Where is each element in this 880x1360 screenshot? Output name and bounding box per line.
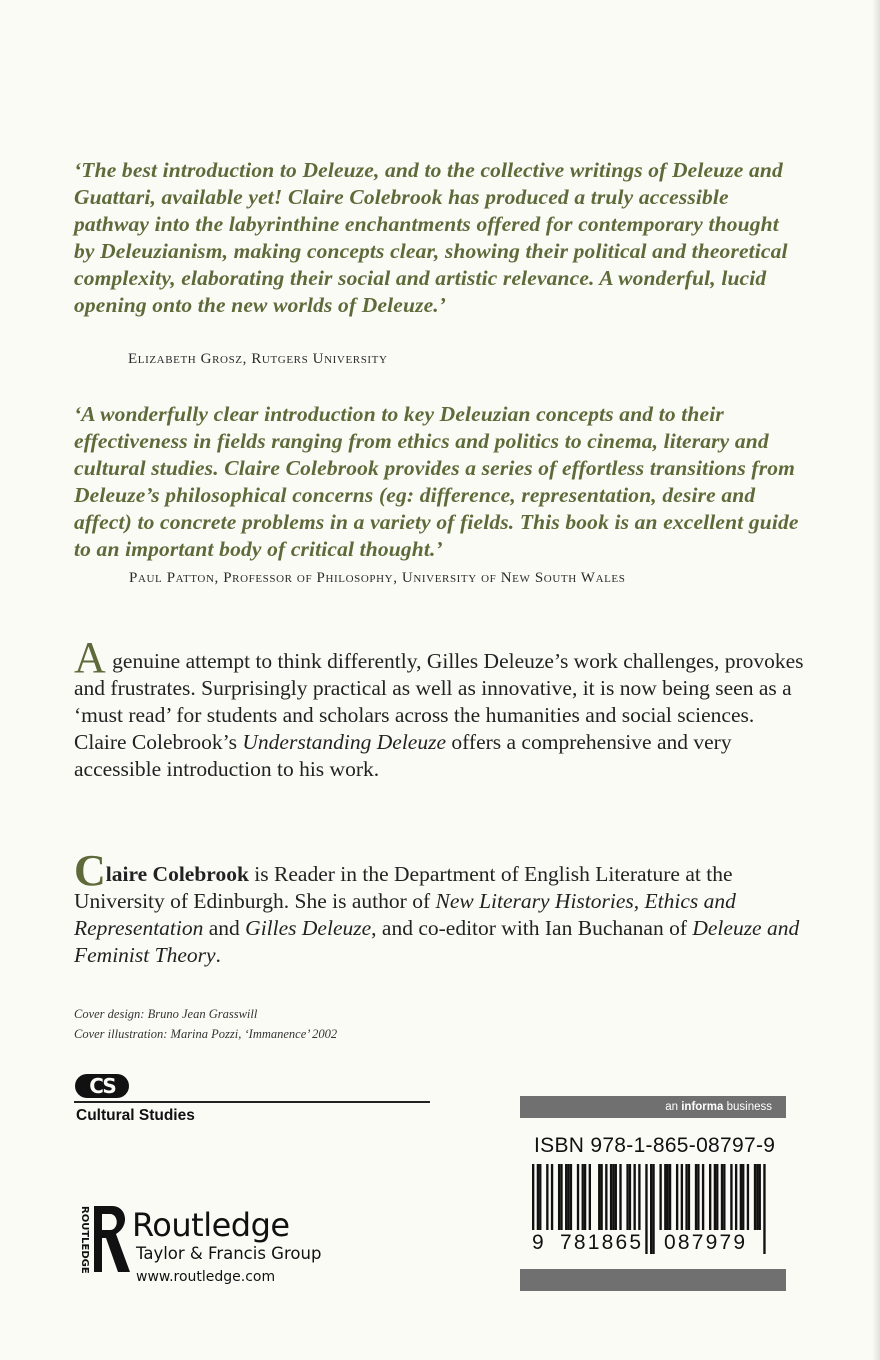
cs-logo-text: CS [89, 1074, 115, 1098]
barcode-bar [714, 1164, 716, 1230]
barcode-digit-first: 9 [532, 1231, 546, 1254]
review-attribution-1: Elizabeth Grosz, Rutgers University [128, 351, 388, 367]
author-name [74, 846, 249, 895]
blurb-text-1: genuine attempt to think differently, Gilles Deleuze’s work challenges, provokes and frustrates. Surprisingly practical as well as innovative, it is now being seen as a ‘must read’ for students and scholars across the humanities and social sciences. Claire Colebrook’s [74, 649, 804, 754]
barcode-bar [539, 1164, 541, 1230]
bio-text-3: , and co-editor with Ian Buchanan of [371, 916, 693, 940]
publisher-url: www.routledge.com [136, 1269, 276, 1285]
barcode-bar [676, 1164, 678, 1230]
barcode-bar [756, 1164, 758, 1230]
barcode-bar [659, 1164, 661, 1230]
publisher-group: Taylor & Francis Group [136, 1244, 322, 1263]
barcode-bar [577, 1164, 579, 1230]
blurb-book-title: Understanding Deleuze [242, 730, 447, 754]
barcode-bar [742, 1164, 744, 1230]
barcode-bar [582, 1164, 584, 1230]
barcode-bar [612, 1164, 614, 1230]
barcode-bar [629, 1164, 631, 1230]
barcode-bar [740, 1164, 742, 1230]
barcode-bar [667, 1164, 669, 1230]
series-label: Cultural Studies [76, 1107, 195, 1124]
page-edge-shadow [872, 0, 880, 1360]
bio-book-3: Deleuze and Feminist Theory [74, 916, 800, 967]
barcode-bar [759, 1164, 761, 1230]
barcode-bar [605, 1164, 607, 1230]
barcode-bar [685, 1164, 687, 1230]
bio-text-4: . [215, 943, 221, 967]
barcode-bar [702, 1164, 704, 1230]
barcode-bar [615, 1164, 617, 1230]
barcode-bar [551, 1164, 553, 1230]
barcode-bar [600, 1164, 602, 1230]
barcode-bar [645, 1164, 647, 1254]
barcode-bar [723, 1164, 725, 1230]
author-name-rest: laire Colebrook [105, 862, 249, 886]
bio-text-1: is Reader in the Department of English Literature at the University of Edinburgh. She is author of [74, 862, 733, 913]
review-attribution-2: Paul Patton, Professor of Philosophy, University of New South Wales [129, 570, 626, 586]
barcode-bar [697, 1164, 699, 1230]
barcode-bar [730, 1164, 732, 1230]
barcode-bar [650, 1164, 652, 1254]
cover-illustration-credit: Cover illustration: Marina Pozzi, ‘Immanence’ 2002 [74, 1027, 338, 1041]
barcode-bar [763, 1164, 765, 1254]
barcode-bar [721, 1164, 723, 1230]
bio-dropcap: C [74, 846, 106, 895]
book-blurb [74, 633, 804, 783]
barcode-bar [610, 1164, 612, 1230]
series-rule [74, 1101, 430, 1103]
barcode-bar [584, 1164, 586, 1230]
barcode-bar [688, 1164, 690, 1230]
barcode-bar [598, 1164, 600, 1230]
isbn-label: ISBN 978-1-865-08797-9 [534, 1134, 776, 1157]
barcode-bar [754, 1164, 756, 1230]
blurb-text-2: offers a comprehensive and very accessible introduction to his work. [74, 730, 732, 781]
routledge-vertical-text: ROUTLEDGE [79, 1206, 90, 1274]
barcode-bar [735, 1164, 737, 1230]
barcode-bar [560, 1164, 562, 1230]
cultural-studies-logo-icon [74, 1073, 130, 1099]
barcode-bar [570, 1164, 572, 1230]
barcode-bar [652, 1164, 654, 1254]
barcode-bar [695, 1164, 697, 1230]
barcode-digits-right: 087979 [664, 1231, 748, 1254]
barcode-bar [619, 1164, 621, 1230]
barcode-bar [716, 1164, 718, 1230]
barcode-bar [633, 1164, 635, 1230]
author-bio [74, 846, 804, 969]
bio-book-2: Gilles Deleuze [245, 916, 372, 940]
cover-design-credit: Cover design: Bruno Jean Grasswill [74, 1007, 258, 1021]
publisher-name: Routledge [132, 1206, 290, 1244]
review-quote-2: ‘A wonderfully clear introduction to key Deleuzian concepts and to their effectiveness in fields ranging from ethics and politics to cinema, literary and cultural studies. Claire Colebrook provides a series of effortless transitions from Deleuze’s philosophical concerns (eg: difference, representation, desire and affect) to concrete problems in a variety of fields. This book is an excellent guide to an important body of critical thought.’ [74, 402, 799, 561]
barcode-bar [681, 1164, 683, 1230]
informa-business-bar: an informa business [520, 1096, 786, 1118]
barcode-bottom-bar [520, 1269, 786, 1291]
barcode-bar [589, 1164, 591, 1230]
barcode-bar [567, 1164, 569, 1230]
barcode-bar [565, 1164, 567, 1230]
barcode-bar [638, 1164, 640, 1230]
barcode-bar [546, 1164, 548, 1230]
barcode-bar [669, 1164, 671, 1230]
barcode-bar [664, 1164, 666, 1230]
blurb-dropcap: A [74, 633, 106, 682]
barcode-bar [747, 1164, 749, 1230]
barcode-bar [626, 1164, 628, 1230]
routledge-logo-icon [72, 1204, 132, 1276]
barcode-digits-left: 781865 [560, 1231, 644, 1254]
barcode-bar [558, 1164, 560, 1230]
bio-book-1: New Literary Histories, Ethics and Representation [74, 889, 736, 940]
review-quote-1: ‘The best introduction to Deleuze, and to the collective writings of Deleuze and Guattari, available yet! Claire Colebrook has produced a truly accessible pathway into the labyrinthine enchantments offered for contemporary thought by Deleuzianism, making concepts clear, showing their political and theoretical complexity, elaborating their social and artistic relevance. A wonderful, lucid opening onto the new worlds of Deleuze.’ [74, 158, 788, 317]
barcode-bar [709, 1164, 711, 1230]
cover-credits [74, 1004, 337, 1044]
bio-text-2: and [203, 916, 246, 940]
